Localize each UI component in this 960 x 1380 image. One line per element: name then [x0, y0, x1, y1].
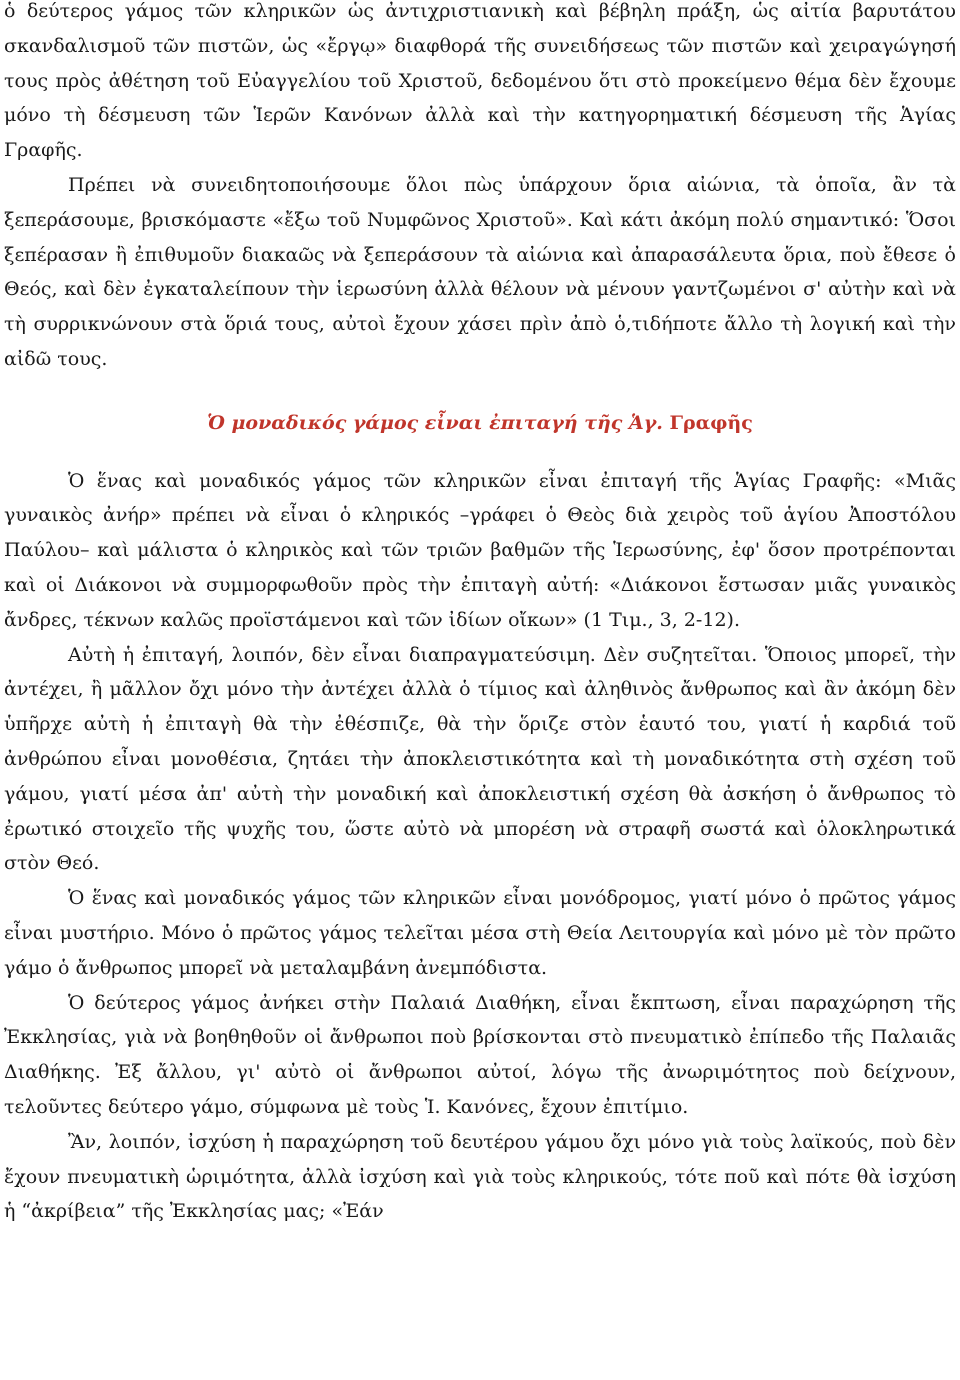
document-page	[4, 0, 956, 1229]
paragraph-second-marriage: Ὁ δεύτερος γάμος ἀνήκει στὴν Παλαιά Διαθήκη, εἶναι ἔκπτωση, εἶναι παραχώρηση τῆς Ἐκκλησίας, γιὰ νὰ βοηθηθοῦν οἱ ἄνθρωποι ποὺ βρίσκονται στὸ πνευματικὸ ἐπίπεδο τῆς Παλαιᾶς Διαθήκης. Ἐξ ἄλλου, γι' αὐτὸ οἱ ἄνθρωποι αὐτοί, λόγω τῆς ἀνωριμότητος ποὺ δείχνουν, τελοῦντες δεύτερο γάμο, σύμφωνα μὲ τοὺς Ἱ. Κανόνες, ἔχουν ἐπιτίμιο.	[4, 991, 956, 1118]
paragraph-limits: Πρέπει νὰ συνειδητοποιήσουμε ὅλοι πὼς ὑπάρχουν ὅρια αἰώνια, τὰ ὁποῖα, ἂν τὰ ξεπεράσουμε, βρισκόμαστε «ἔξω τοῦ Νυμφῶνος Χριστοῦ». Καὶ κάτι ἀκόμη πολύ σημαντικό: Ὅσοι ξεπέρασαν ἢ ἐπιθυμοῦν διακαῶς νὰ ξεπεράσουν τὰ αἰώνια καὶ ἀπαρασάλευτα ὅρια, ποὺ ἔθεσε ὁ Θεός, καὶ δὲν ἐγκαταλείπουν τὴν ἱερωσύνη ἀλλὰ θέλουν νὰ μένουν γαντζωμένοι σ' αὐτὴν καὶ νὰ τὴ συρρικνώνουν στὰ ὅριά τους, αὐτοὶ ἔχουν χάσει πρὶν ἀπὸ ὁ,τιδήποτε ἄλλο τὴ λογική καὶ τὴν αἰδῶ τους.	[4, 173, 956, 370]
section-heading	[4, 406, 956, 441]
paragraph-first-marriage: Ὁ ἕνας καὶ μοναδικός γάμος τῶν κληρικῶν εἶναι μονόδρομος, γιατί μόνο ὁ πρῶτος γάμος εἶναι μυστήριο. Μόνο ὁ πρῶτος γάμος τελεῖται μέσα στὴ Θεία Λειτουργία καὶ μόνο μὲ τὸν πρῶτο γάμο ὁ ἄνθρωπος μπορεῖ νὰ μεταλαμβάνη ἀνεμπόδιστα.	[4, 887, 956, 979]
paragraph-scripture: Ὁ ἕνας καὶ μοναδικός γάμος τῶν κληρικῶν εἶναι ἐπιταγή τῆς Ἁγίας Γραφῆς: «Μιᾶς γυναικὸς ἀνήρ» πρέπει νὰ εἶναι ὁ κληρικός –γράφει ὁ Θεὸς διὰ χειρὸς τοῦ ἁγίου Ἀποστόλου Παύλου– καὶ μάλιστα ὁ κληρικὸς καὶ τῶν τριῶν βαθμῶν τῆς Ἱερωσύνης, ἐφ' ὅσον προτρέπονται καὶ οἱ Διάκονοι νὰ συμμορφωθοῦν πρὸς τὴν ἐπιταγὴ αὐτή: «Διάκονοι ἔστωσαν μιᾶς γυναικὸς ἄνδρες, τέκνων καλῶς προϊστάμενοι καὶ τῶν ἰδίων οἴκων» (1 Τιμ., 3, 2-12).	[4, 469, 956, 631]
paragraph-opening: ὁ δεύτερος γάμος τῶν κληρικῶν ὡς ἀντιχριστιανικὴ καὶ βέβηλη πράξη, ὡς αἰτία βαρυτάτου σκανδαλισμοῦ τῶν πιστῶν, ὡς «ἔργῳ» διαφθορά τῆς συνειδήσεως τῶν πιστῶν καὶ χειραγώγησή τους πρὸς ἀθέτηση τοῦ Εὐαγγελίου τοῦ Χριστοῦ, δεδομένου ὅτι στὸ προκείμενο θέμα δὲν ἔχουμε μόνο τὴ δέσμευση τῶν Ἱερῶν Κανόνων ἀλλὰ καὶ τὴν κατηγορηματική δέσμευση τῆς Ἁγίας Γραφῆς.	[4, 0, 956, 162]
section-heading-upright: Γραφῆς	[669, 411, 753, 434]
paragraph-concession: Ἂν, λοιπόν, ἰσχύση ἡ παραχώρηση τοῦ δευτέρου γάμου ὄχι μόνο γιὰ τοὺς λαϊκούς, ποὺ δὲν ἔχουν πνευματικὴ ὡριμότητα, ἀλλὰ ἰσχύση καὶ γιὰ τοὺς κληρικούς, τότε ποῦ καὶ πότε θὰ ἰσχύση ἡ “ἀκρίβεια” τῆς Ἐκκλησίας μας; «Ἐάν	[4, 1130, 956, 1223]
paragraph-non-negotiable: Αὐτὴ ἡ ἐπιταγή, λοιπόν, δὲν εἶναι διαπραγματεύσιμη. Δὲν συζητεῖται. Ὅποιος μπορεῖ, τὴν ἀντέχει, ἢ μᾶλλον ὄχι μόνο τὴν ἀντέχει ἀλλὰ ὁ τίμιος καὶ ἀληθινὸς ἄνθρωπος καὶ ἂν ἀκόμη δὲν ὑπῆρχε αὐτὴ ἡ ἐπιταγὴ θὰ τὴν ἐθέσπιζε, θὰ τὴν ὅριζε στὸν ἑαυτό του, γιατί ἡ καρδιά τοῦ ἀνθρώπου εἶναι μονοθέσια, ζητάει τὴν ἀποκλειστικότητα καὶ τὴ μοναδικότητα στὴ σχέση τοῦ γάμου, γιατί μέσα ἀπ' αὐτὴ τὴν μοναδική καὶ ἀποκλειστική σχέση θὰ ἀσκήση ὁ ἄνθρωπος τὸ ἐρωτικό στοιχεῖο τῆς ψυχῆς του, ὥστε αὐτὸ νὰ μπορέση νὰ στραφῆ σωστά καὶ ὁλοκληρωτικά στὸν Θεό.	[4, 643, 956, 875]
section-heading-italic: Ὁ μοναδικός γάμος εἶναι ἐπιταγή τῆς Ἁγ.	[207, 411, 663, 434]
